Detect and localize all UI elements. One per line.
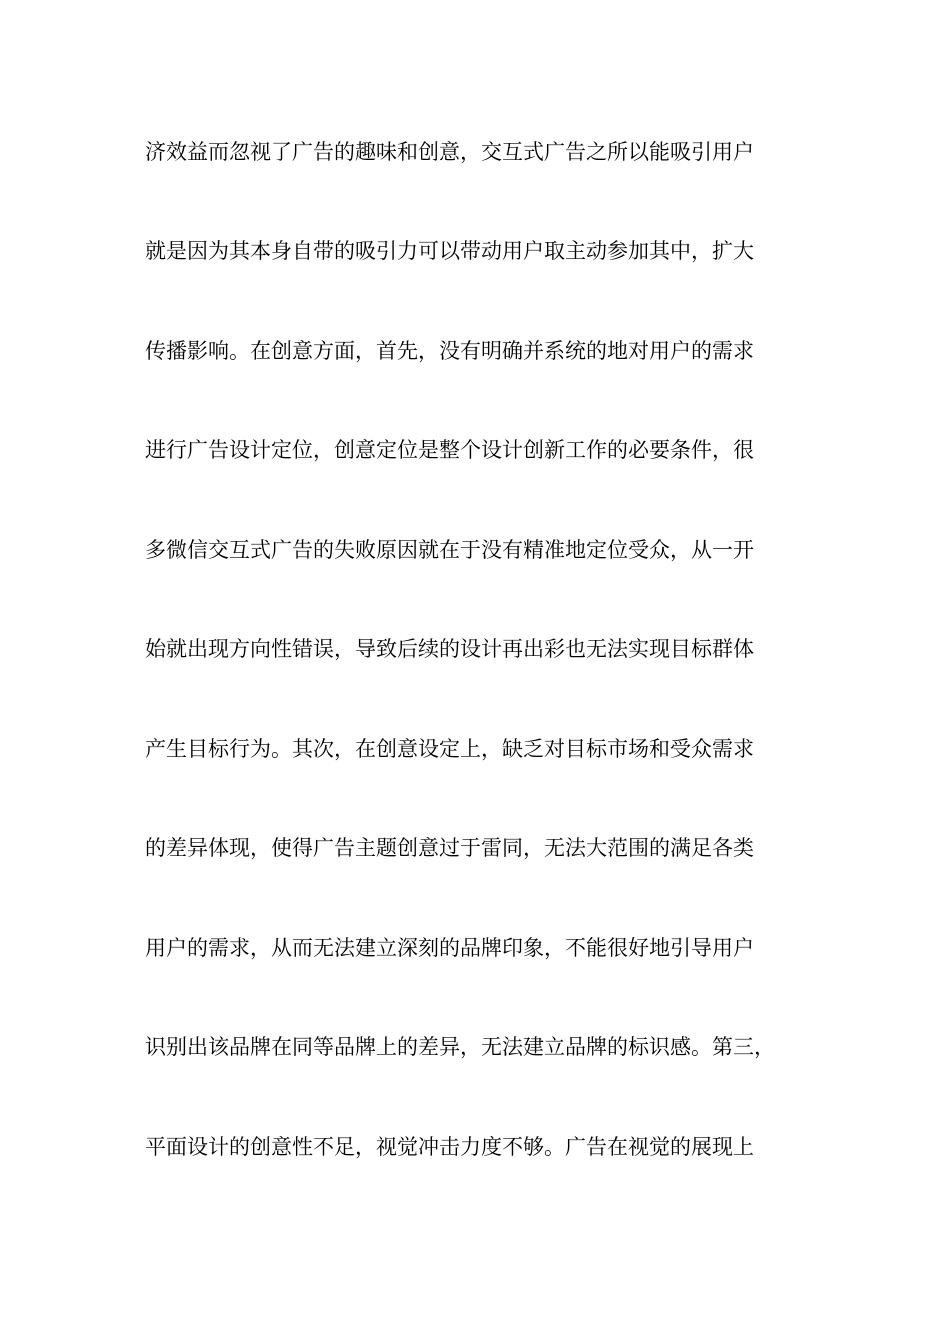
text-line: 济效益而忽视了广告的趣味和创意，交互式广告之所以能吸引用户: [145, 140, 754, 164]
text-line: 进行广告设计定位，创意定位是整个设计创新工作的必要条件，很: [145, 438, 754, 462]
text-line: 就是因为其本身自带的吸引力可以带动用户取主动参加其中，扩大: [145, 239, 754, 263]
text-line: 平面设计的创意性不足，视觉冲击力度不够。广告在视觉的展现上: [145, 1135, 754, 1159]
text-line: 识别出该品牌在同等品牌上的差异，无法建立品牌的标识感。第三，: [145, 1035, 775, 1059]
text-line: 产生目标行为。其次，在创意设定上，缺乏对目标市场和受众需求: [145, 737, 754, 761]
text-line: 的差异体现，使得广告主题创意过于雷同，无法大范围的满足各类: [145, 836, 754, 860]
text-line: 传播影响。在创意方面，首先，没有明确并系统的地对用户的需求: [145, 339, 754, 363]
text-line: 多微信交互式广告的失败原因就在于没有精准地定位受众，从一开: [145, 538, 754, 562]
text-line: 用户的需求，从而无法建立深刻的品牌印象，不能很好地引导用户: [145, 936, 754, 960]
text-line: 始就出现方向性错误，导致后续的设计再出彩也无法实现目标群体: [145, 637, 754, 661]
